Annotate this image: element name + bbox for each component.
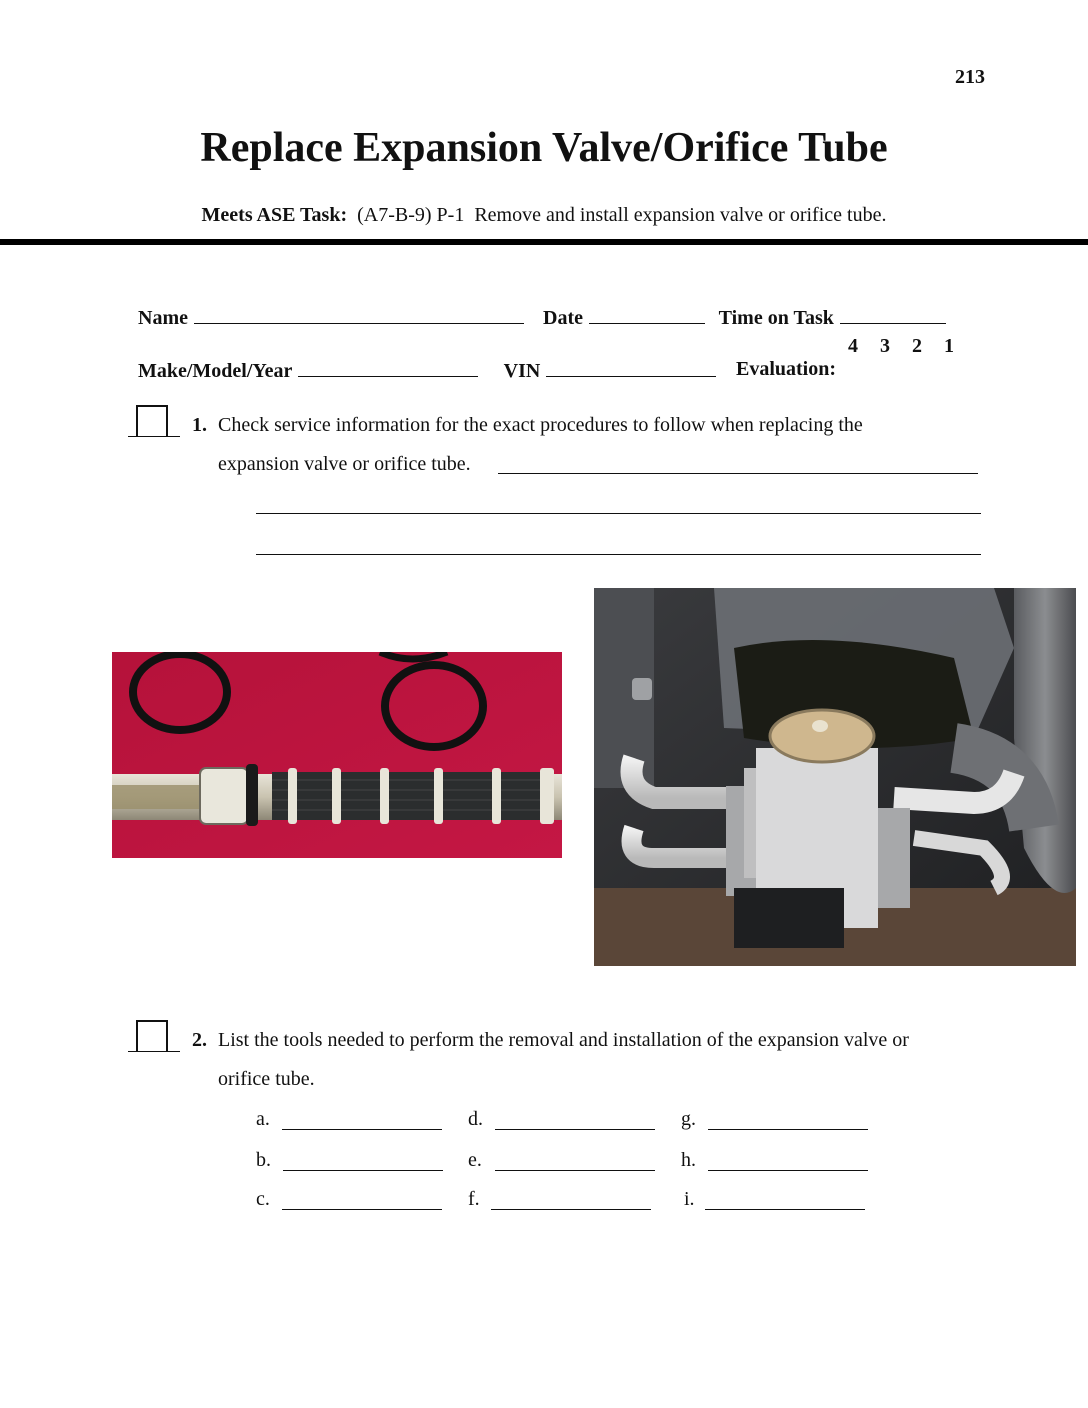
tool-item-c-blank[interactable] bbox=[282, 1209, 442, 1210]
evaluation-label: Evaluation: bbox=[736, 358, 837, 380]
name-label: Name bbox=[138, 307, 188, 329]
step-2-text-line2: orifice tube. bbox=[218, 1068, 315, 1090]
date-blank[interactable] bbox=[589, 305, 705, 324]
ase-task-description: Remove and install expansion valve or orifice tube. bbox=[474, 204, 887, 226]
checkbox-underline bbox=[128, 436, 180, 437]
time-on-task-blank[interactable] bbox=[840, 305, 946, 324]
tool-item-f-blank[interactable] bbox=[491, 1209, 651, 1210]
time-on-task-field[interactable] bbox=[709, 282, 946, 330]
ase-task-code: (A7-B-9) P-1 bbox=[357, 204, 465, 226]
tool-item-h-letter: h. bbox=[681, 1149, 696, 1171]
make-model-year-field[interactable] bbox=[128, 335, 478, 383]
step-1-text-line2: expansion valve or orifice tube. bbox=[218, 453, 471, 475]
checkbox-underline bbox=[128, 1051, 180, 1052]
tool-item-b-blank[interactable] bbox=[283, 1170, 443, 1171]
name-field[interactable] bbox=[128, 282, 524, 330]
tool-item-i-letter: i. bbox=[684, 1188, 695, 1210]
tool-item-g-blank[interactable] bbox=[708, 1129, 868, 1130]
time-on-task-label: Time on Task bbox=[718, 307, 834, 329]
ase-task-label: Meets ASE Task: bbox=[201, 204, 348, 226]
name-blank[interactable] bbox=[194, 305, 524, 324]
tool-item-g-letter: g. bbox=[681, 1108, 696, 1130]
vin-blank[interactable] bbox=[546, 358, 716, 377]
ase-task-line bbox=[0, 204, 1088, 227]
step-1-number: 1. bbox=[192, 414, 207, 436]
step-1-answer-line-1[interactable] bbox=[498, 473, 978, 474]
evaluation-field bbox=[726, 335, 836, 381]
expansion-valve-photo bbox=[594, 588, 1076, 966]
step-1-checkbox[interactable] bbox=[128, 405, 180, 437]
tool-item-h-blank[interactable] bbox=[708, 1170, 868, 1171]
vin-field[interactable] bbox=[494, 335, 716, 383]
evaluation-score-2[interactable]: 2 bbox=[912, 335, 922, 357]
tool-item-e-letter: e. bbox=[468, 1149, 482, 1171]
step-2-checkbox[interactable] bbox=[128, 1020, 180, 1052]
page-number: 213 bbox=[955, 66, 985, 88]
tool-item-a-letter: a. bbox=[256, 1108, 270, 1130]
step-2-text-line1: List the tools needed to perform the removal and installation of the expansion valve or bbox=[218, 1029, 909, 1051]
tool-item-d-letter: d. bbox=[468, 1108, 483, 1130]
evaluation-score-3[interactable]: 3 bbox=[880, 335, 890, 357]
tool-item-f-letter: f. bbox=[468, 1188, 480, 1210]
tool-item-e-blank[interactable] bbox=[495, 1170, 655, 1171]
orifice-tube-photo bbox=[112, 652, 562, 858]
page-title: Replace Expansion Valve/Orifice Tube bbox=[200, 125, 888, 171]
date-label: Date bbox=[543, 307, 583, 329]
step-1-answer-line-2[interactable] bbox=[256, 513, 981, 514]
step-1-answer-line-3[interactable] bbox=[256, 554, 981, 555]
checkbox-box bbox=[136, 405, 168, 437]
step-1-text-line1: Check service information for the exact procedures to follow when replacing the bbox=[218, 414, 863, 436]
vin-label: VIN bbox=[503, 360, 541, 382]
header-divider bbox=[0, 239, 1088, 245]
make-model-year-label: Make/Model/Year bbox=[138, 360, 293, 382]
evaluation-score-1[interactable]: 1 bbox=[944, 335, 954, 357]
tool-item-a-blank[interactable] bbox=[282, 1129, 442, 1130]
tool-item-b-letter: b. bbox=[256, 1149, 271, 1171]
tool-item-i-blank[interactable] bbox=[705, 1209, 865, 1210]
checkbox-box bbox=[136, 1020, 168, 1052]
step-2-number: 2. bbox=[192, 1029, 207, 1051]
tool-item-c-letter: c. bbox=[256, 1188, 270, 1210]
date-field[interactable] bbox=[533, 282, 705, 330]
tool-item-d-blank[interactable] bbox=[495, 1129, 655, 1130]
make-model-year-blank[interactable] bbox=[298, 358, 478, 377]
evaluation-score-4[interactable]: 4 bbox=[848, 335, 858, 357]
